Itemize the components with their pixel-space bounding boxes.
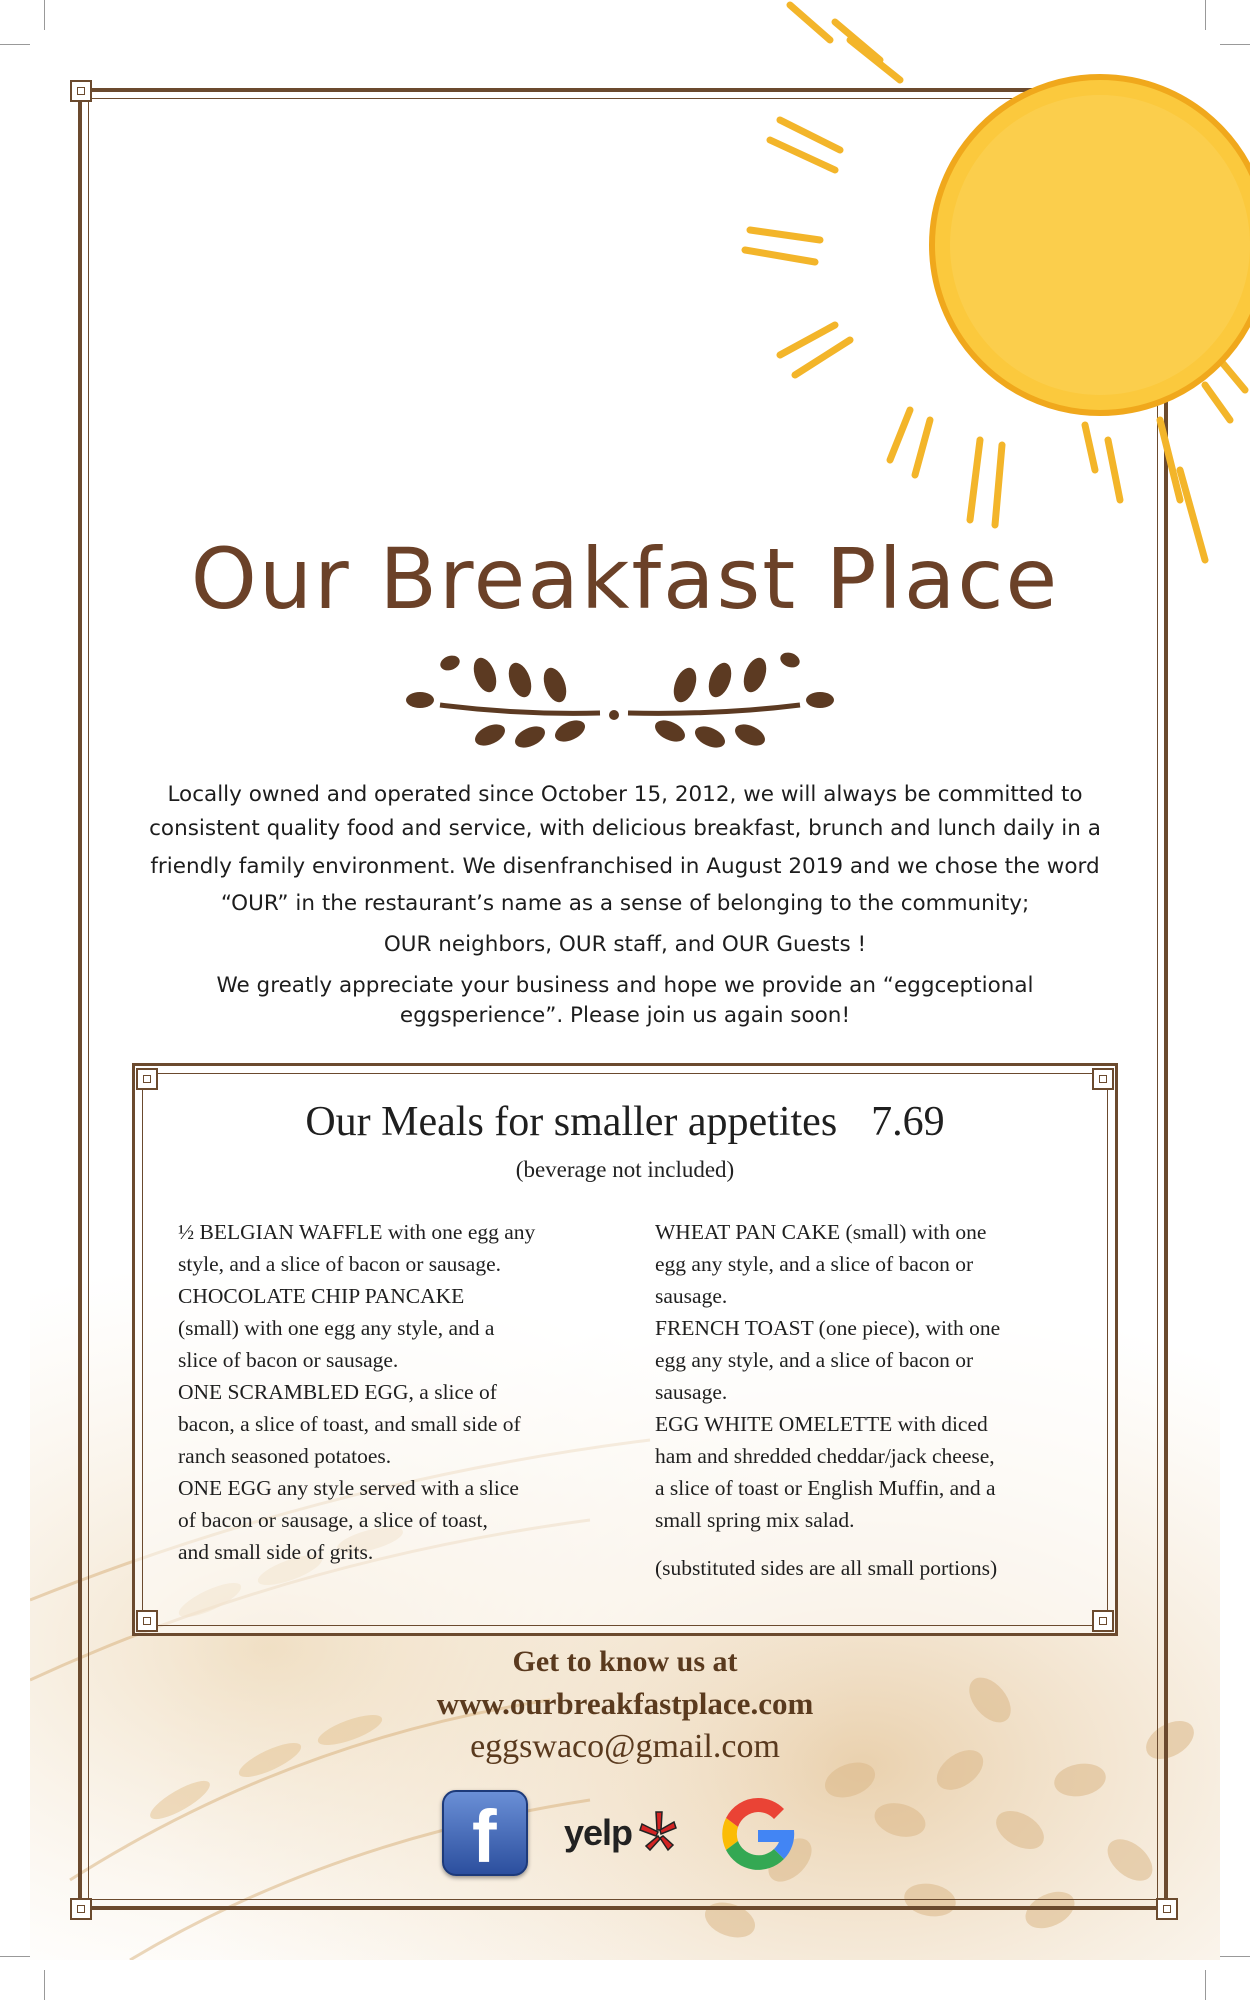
facebook-glyph: f bbox=[472, 1795, 497, 1878]
crop-mark bbox=[1220, 1956, 1250, 1957]
olive-branch-ornament bbox=[400, 635, 840, 760]
border-corner-ornament bbox=[70, 80, 92, 102]
intro-line: “OUR” in the restaurant’s name as a sense of belonging to the community; bbox=[220, 891, 1030, 916]
box-corner-ornament bbox=[1092, 1610, 1114, 1632]
menu-line: style, and a slice of bacon or sausage. bbox=[178, 1252, 501, 1276]
menu-line: egg any style, and a slice of bacon or bbox=[655, 1252, 974, 1276]
menu-line: (small) with one egg any style, and a bbox=[178, 1316, 495, 1340]
menu-line: a slice of toast or English Muffin, and a bbox=[655, 1476, 996, 1500]
menu-line: FRENCH TOAST (one piece), with one bbox=[655, 1316, 1001, 1340]
yelp-text: yelp bbox=[564, 1812, 633, 1853]
menu-line: ½ BELGIAN WAFFLE with one egg any bbox=[178, 1220, 536, 1244]
menu-line: small spring mix salad. bbox=[655, 1508, 855, 1532]
yelp-burst-icon bbox=[638, 1810, 678, 1854]
menu-note: (substituted sides are all small portions) bbox=[655, 1556, 998, 1580]
menu-line: ranch seasoned potatoes. bbox=[178, 1444, 392, 1468]
border-corner-ornament bbox=[70, 1898, 92, 1920]
menu-line: ONE EGG any style served with a slice bbox=[178, 1476, 519, 1500]
crop-mark bbox=[44, 1970, 45, 2000]
menu-line: bacon, a slice of toast, and small side of bbox=[178, 1412, 521, 1436]
menu-line: CHOCOLATE CHIP PANCAKE bbox=[178, 1284, 465, 1308]
sun-illustration bbox=[740, 0, 1250, 580]
intro-line: We greatly appreciate your business and hope we provide an “eggceptional bbox=[216, 973, 1034, 998]
email-link[interactable]: eggswaco@gmail.com bbox=[470, 1728, 780, 1765]
box-corner-ornament bbox=[136, 1610, 158, 1632]
menu-line: egg any style, and a slice of bacon or bbox=[655, 1348, 974, 1372]
intro-line: friendly family environment. We disenfranchised in August 2019 and we chose the word bbox=[150, 854, 1100, 879]
menu-line: ham and shredded cheddar/jack cheese, bbox=[655, 1444, 995, 1468]
facebook-icon[interactable] bbox=[442, 1790, 528, 1876]
menu-column-left bbox=[178, 1216, 618, 1568]
crop-mark bbox=[0, 44, 30, 45]
crop-mark bbox=[0, 1956, 30, 1957]
menu-price: 7.69 bbox=[871, 1099, 945, 1145]
menu-subtitle: (beverage not included) bbox=[515, 1157, 735, 1182]
yelp-icon[interactable] bbox=[562, 1810, 682, 1860]
google-icon[interactable] bbox=[712, 1788, 804, 1880]
menu-title bbox=[132, 1098, 1118, 1146]
menu-line: ONE SCRAMBLED EGG, a slice of bbox=[178, 1380, 497, 1404]
box-corner-ornament bbox=[1092, 1068, 1114, 1090]
website-link[interactable]: www.ourbreakfastplace.com bbox=[436, 1686, 814, 1721]
menu-line: and small side of grits. bbox=[178, 1540, 374, 1564]
menu-title-text: Our Meals for smaller appetites bbox=[305, 1099, 838, 1145]
crop-mark bbox=[1205, 1970, 1206, 2000]
box-corner-ornament bbox=[136, 1068, 158, 1090]
menu-column-right bbox=[655, 1216, 1095, 1584]
intro-line: Locally owned and operated since October 15, 2012, we will always be committed to bbox=[167, 782, 1083, 807]
intro-line: eggsperience”. Please join us again soon! bbox=[399, 1003, 851, 1028]
menu-line: sausage. bbox=[655, 1284, 728, 1308]
crop-mark bbox=[44, 0, 45, 30]
google-g-icon bbox=[712, 1788, 804, 1880]
menu-line: EGG WHITE OMELETTE with diced bbox=[655, 1412, 988, 1436]
menu-line: sausage. bbox=[655, 1380, 728, 1404]
restaurant-title: Our Breakfast Place bbox=[190, 530, 1060, 628]
intro-line: OUR neighbors, OUR staff, and OUR Guests ! bbox=[383, 932, 867, 957]
border-corner-ornament bbox=[1156, 1898, 1178, 1920]
menu-line: slice of bacon or sausage. bbox=[178, 1348, 399, 1372]
intro-line: consistent quality food and service, with delicious breakfast, brunch and lunch daily in a bbox=[149, 816, 1101, 841]
menu-line: WHEAT PAN CAKE (small) with one bbox=[655, 1220, 987, 1244]
menu-line: of bacon or sausage, a slice of toast, bbox=[178, 1508, 488, 1532]
footer-intro: Get to know us at bbox=[512, 1645, 738, 1678]
